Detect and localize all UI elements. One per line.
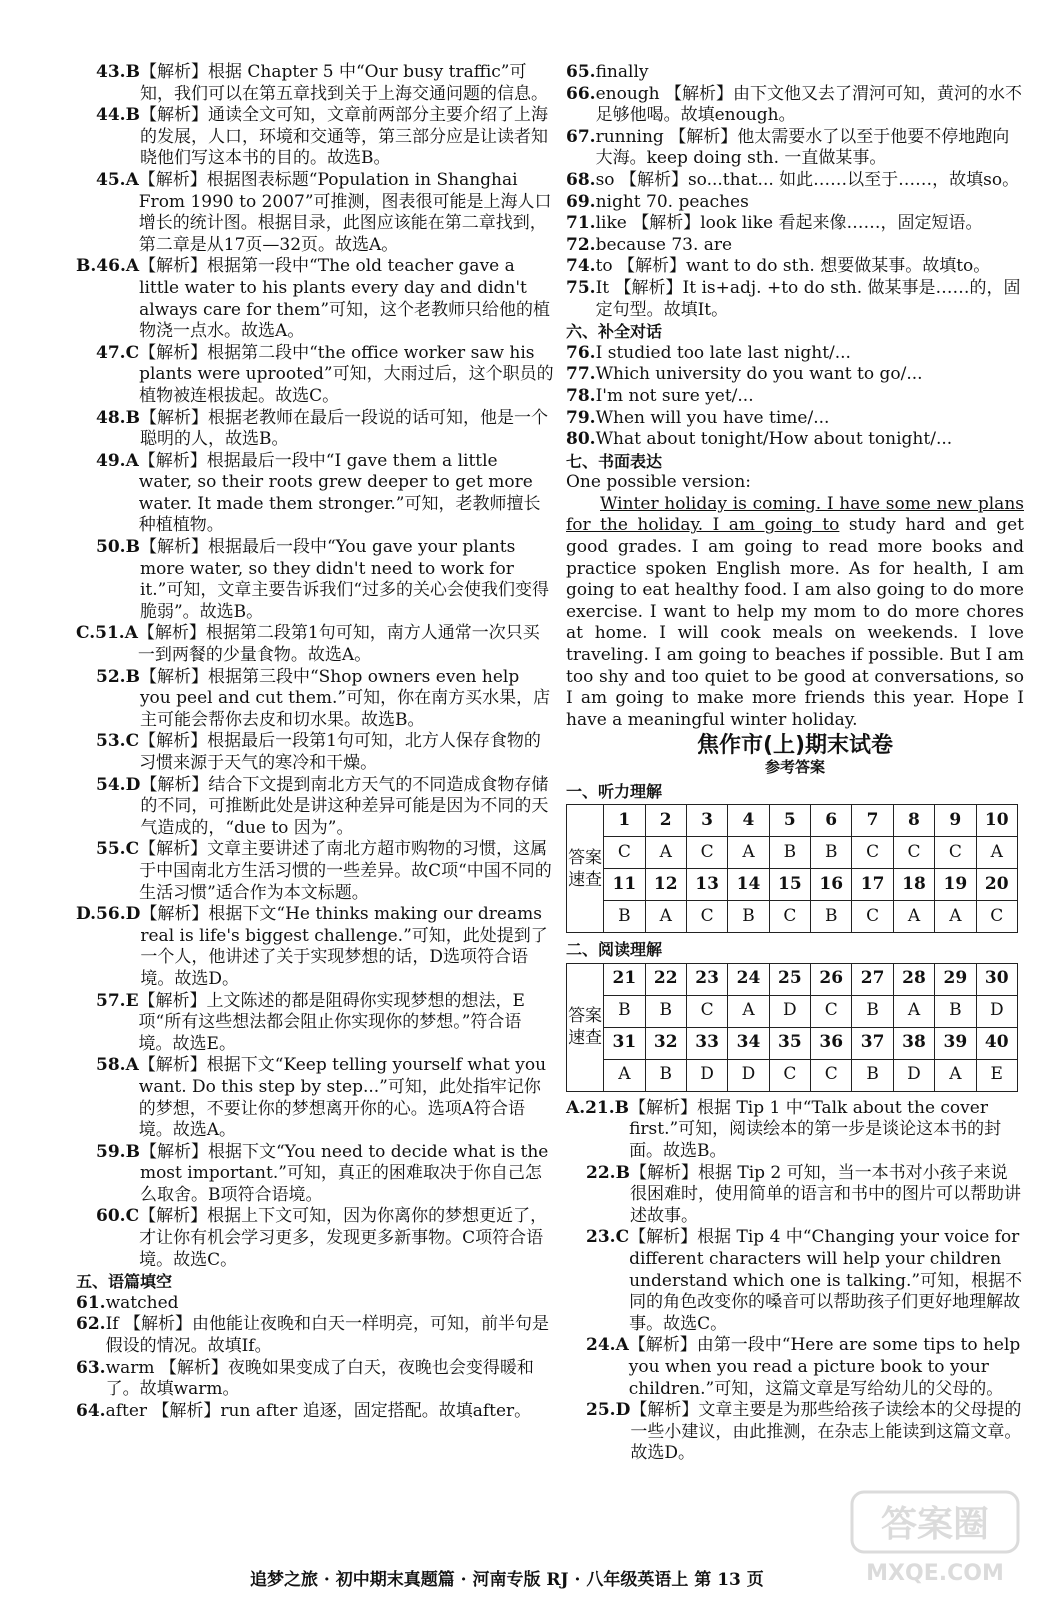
answer-item: [76, 256, 554, 342]
answer-cell: B: [645, 1059, 686, 1091]
question-number-cell: 35: [769, 1027, 810, 1059]
question-number-cell: 32: [645, 1027, 686, 1059]
item-text: 【解析】根据最后一段中“I gave them a little water, so their roots grew deeper to get more water. It made them stronger.”可知，老教师擅长种植植物。: [138, 450, 541, 536]
item-number: 49.A: [96, 450, 139, 471]
item-number: 80.: [566, 429, 596, 450]
item-text: 【解析】根据下文“He thinks making our dreams real is life's biggest challenge.”可知，此处提到了一个人，他讲述了关于实现梦想的话，D选项符合语境。故选D。: [140, 904, 548, 989]
answer-cell: B: [769, 837, 810, 869]
item-number: 23.C: [586, 1227, 630, 1248]
question-number-cell: 16: [811, 869, 852, 901]
item-text: 【解析】结合下文提到南北方天气的不同造成食物存储的不同，可推断此处是讲这种差异可能是因为不同的天气造成的，“due to 因为”。: [140, 774, 549, 838]
essay-body: study hard and get good grades. I am going to read more books and practice spoken English more. As for health, I am going to eat healthy food. I am also going to do more exercise. I want to help my mom to do more chores at home. I will cook meals on weekends. I love traveling. I am going to beaches if possible. But I am too shy and too quiet to be good at conversations, so I am going to make more friends this year. Hope I have a meaningful winter holiday.: [566, 515, 1024, 730]
item-text: It 【解析】It is+adj. +to do sth. 做某事是……的，固定句型。故填It。: [595, 277, 1021, 320]
answer-cell: A: [893, 995, 934, 1027]
cloze-item: [566, 235, 1024, 257]
item-text: because 73. are: [595, 234, 733, 255]
item-number: 47.C: [96, 342, 140, 363]
answer-cell: D: [686, 1059, 727, 1091]
item-text: 【解析】文章主要讲述了南北方超市购物的习惯，这属于中国南北方生活习惯的一些差异。故C项“中国不同的生活习惯”适合作为本文标题。: [139, 839, 552, 903]
dialog-item: [566, 429, 1024, 451]
answer-item: [566, 1098, 1024, 1163]
answer-cell: C: [604, 837, 645, 869]
item-text: I'm not sure yet/...: [595, 385, 754, 406]
item-text: finally: [595, 62, 649, 82]
answer-item: [76, 1206, 554, 1271]
question-number-cell: 29: [935, 963, 976, 995]
answer-cell: C: [852, 901, 893, 933]
table-side-label: 答案速查: [567, 805, 604, 933]
answer-cell: A: [935, 1059, 976, 1091]
section-title-cloze: 五、语篇填空: [76, 1272, 173, 1292]
answer-cell: C: [976, 901, 1017, 933]
item-number: D.56.D: [76, 904, 141, 925]
item-text: 【解析】根据 Tip 2 可知，当一本书对小孩子来说很困难时，使用简单的语言和书中的图片可以帮助讲述故事。: [629, 1162, 1021, 1226]
cloze-item: [566, 278, 1024, 321]
item-number: 54.D: [96, 774, 141, 795]
question-number-cell: 2: [645, 805, 686, 837]
item-number: 66.: [566, 83, 596, 104]
item-text: 【解析】根据第二段中“the office worker saw his plants were uprooted”可知，大雨过后，这个职员的植物被连根拔起。故选C。: [139, 342, 554, 406]
item-number: C.51.A: [76, 623, 138, 644]
question-number-cell: 40: [976, 1027, 1017, 1059]
answer-cell: C: [811, 995, 852, 1027]
essay-intro: One possible version:: [566, 472, 751, 493]
item-number: 61.: [76, 1292, 106, 1313]
cloze-item: [76, 1314, 554, 1357]
question-number-cell: 4: [728, 805, 769, 837]
question-number-cell: 30: [976, 963, 1017, 995]
question-number-cell: 7: [852, 805, 893, 837]
page-footer: 追梦之旅 · 初中期末真题篇 · 河南专版 RJ · 八年级英语上 第 13 页: [250, 1570, 764, 1590]
item-number: 53.C: [96, 731, 140, 752]
answer-item: [76, 991, 554, 1056]
item-text: running 【解析】他太需要水了以至于他要不停地跑向大海。keep doing sth. 一直做某事。: [595, 126, 1010, 169]
question-number-cell: 9: [935, 805, 976, 837]
answer-item: [76, 1142, 554, 1207]
question-number-cell: 39: [935, 1027, 976, 1059]
item-number: 43.B: [96, 62, 140, 82]
answer-cell: A: [935, 901, 976, 933]
answer-item: [566, 1163, 1024, 1228]
section-title-writing: 七、书面表达: [566, 451, 663, 471]
table-side-label: 答案速查: [567, 963, 604, 1091]
cloze-item: [566, 192, 1024, 214]
answer-cell: D: [728, 1059, 769, 1091]
item-number: 68.: [566, 169, 596, 190]
svg-text:MXQE.COM: MXQE.COM: [866, 1561, 1004, 1586]
question-number-cell: 33: [686, 1027, 727, 1059]
item-text: If 【解析】由他能让夜晚和白天一样明亮，可知，前半句是假设的情况。故填If。: [105, 1314, 549, 1357]
item-number: 44.B: [96, 105, 140, 126]
question-number-cell: 14: [728, 869, 769, 901]
item-number: 25.D: [586, 1400, 631, 1421]
answer-cell: D: [976, 995, 1017, 1027]
item-text: 【解析】根据第一段中“The old teacher gave a little water to his plants every day and didn't always care for them”可知，这个老教师只给他的植物浇一点水。故选A。: [139, 256, 551, 342]
item-text: 【解析】根据第三段中“Shop owners even help you peel and cut them.”可知，你在南方买水果，店主可能会帮你去皮和切水果。故选B。: [139, 666, 551, 730]
cloze-item: [76, 1358, 554, 1401]
watermark-logo-icon: [850, 1490, 1020, 1590]
answer-item: [76, 731, 554, 774]
item-number: 59.B: [96, 1141, 140, 1162]
answer-cell: A: [645, 901, 686, 933]
item-text: Which university do you want to go/...: [595, 364, 923, 385]
answer-cell: A: [728, 837, 769, 869]
answer-item: [76, 623, 554, 666]
answer-cell: E: [976, 1059, 1017, 1091]
question-number-cell: 20: [976, 869, 1017, 901]
item-text: When will you have time/...: [595, 407, 830, 428]
question-number-cell: 19: [935, 869, 976, 901]
item-number: 60.C: [96, 1206, 140, 1227]
question-number-cell: 24: [728, 963, 769, 995]
question-number-cell: 1: [604, 805, 645, 837]
answer-item: [76, 62, 554, 105]
item-number: 69.: [566, 191, 596, 212]
item-text: 【解析】根据下文“Keep telling yourself what you want. Do this step by step...”可知，此处指牢记你的梦想，不要让你的梦想离开你的心。选项A符合语境。故选A。: [138, 1055, 547, 1141]
table-row: [567, 837, 1018, 869]
answer-cell: C: [893, 837, 934, 869]
answer-item: [76, 537, 554, 623]
item-text: 【解析】根据老教师在最后一段说的话可知，他是一个聪明的人，故选B。: [139, 407, 548, 450]
exam-subtitle: 参考答案: [764, 758, 825, 776]
cloze-item: [76, 1401, 554, 1423]
question-number-cell: 37: [852, 1027, 893, 1059]
item-text: so 【解析】so...that... 如此……以至于……，故填so。: [595, 169, 1020, 190]
table-row: [567, 805, 1018, 837]
item-number: 65.: [566, 62, 596, 82]
item-number: 22.B: [586, 1162, 630, 1183]
item-text: 【解析】根据下文“You need to decide what is the most important.”可知，真正的困难取决于你自己怎么取舍。B项符合语境。: [139, 1141, 549, 1205]
item-text: after 【解析】run after 追逐，固定搭配。故填after。: [105, 1400, 532, 1421]
answer-cell: D: [769, 995, 810, 1027]
answer-cell: B: [852, 995, 893, 1027]
model-essay: [566, 494, 1024, 732]
answer-cell: A: [893, 901, 934, 933]
item-number: 57.E: [96, 990, 139, 1011]
answer-item: [76, 105, 554, 170]
answer-cell: C: [686, 995, 727, 1027]
item-number: 67.: [566, 126, 596, 147]
dialog-item: [566, 408, 1024, 430]
item-number: 24.A: [586, 1335, 629, 1356]
answer-cell: C: [686, 901, 727, 933]
answer-cell: D: [893, 1059, 934, 1091]
item-number: 79.: [566, 407, 596, 428]
svg-text:答案圈: 答案圈: [880, 1504, 990, 1545]
cloze-item: [566, 170, 1024, 192]
item-text: I studied too late last night/...: [595, 342, 851, 363]
question-number-cell: 27: [852, 963, 893, 995]
question-number-cell: 34: [728, 1027, 769, 1059]
table-row: [567, 869, 1018, 901]
item-number: 72.: [566, 234, 596, 255]
item-number: 77.: [566, 364, 596, 385]
answer-cell: C: [811, 1059, 852, 1091]
item-text: 【解析】通读全文可知，文章前两部分主要介绍了上海的发展，人口，环境和交通等，第三部分应是让读者知晓他们写这本书的目的。故选B。: [139, 105, 548, 169]
cloze-item: [566, 213, 1024, 235]
section-title-dialog: 六、补全对话: [566, 322, 663, 342]
answer-cell: C: [852, 837, 893, 869]
table-row: [567, 963, 1018, 995]
question-number-cell: 6: [811, 805, 852, 837]
exam-title: 焦作市(上)期末试卷: [696, 733, 894, 759]
reading-section-title: 二、阅读理解: [566, 940, 663, 960]
table-row: [567, 1027, 1018, 1059]
answer-cell: A: [645, 837, 686, 869]
item-number: 71.: [566, 213, 596, 234]
question-number-cell: 36: [811, 1027, 852, 1059]
cloze-item: [566, 256, 1024, 278]
answer-item: [76, 775, 554, 840]
answer-item: [76, 839, 554, 904]
answer-item: [76, 904, 554, 990]
question-number-cell: 8: [893, 805, 934, 837]
item-text: 【解析】根据最后一段第1句可知，北方人保存食物的习惯来源于天气的寒冷和干燥。: [139, 731, 541, 773]
answer-cell: B: [604, 901, 645, 933]
reading-answer-table: [566, 963, 1018, 1092]
answer-cell: C: [769, 1059, 810, 1091]
item-number: 55.C: [96, 839, 140, 860]
item-number: 74.: [566, 256, 596, 277]
answer-cell: C: [769, 901, 810, 933]
answer-cell: A: [604, 1059, 645, 1091]
answer-cell: B: [852, 1059, 893, 1091]
question-number-cell: 11: [604, 869, 645, 901]
item-number: 64.: [76, 1400, 106, 1421]
item-number: 52.B: [96, 666, 140, 687]
question-number-cell: 18: [893, 869, 934, 901]
answer-cell: C: [935, 837, 976, 869]
answer-item: [566, 1227, 1024, 1335]
question-number-cell: 15: [769, 869, 810, 901]
item-text: 【解析】根据最后一段中“You gave your plants more water, so they didn't need to work for it.”可知，文章主要告诉我们“过多的关心会使我们变得脆弱”。故选B。: [139, 537, 550, 622]
question-number-cell: 25: [769, 963, 810, 995]
answer-item: [76, 451, 554, 537]
item-number: 58.A: [96, 1055, 139, 1076]
question-number-cell: 13: [686, 869, 727, 901]
question-number-cell: 26: [811, 963, 852, 995]
item-number: B.46.A: [76, 256, 140, 277]
question-number-cell: 22: [645, 963, 686, 995]
item-text: 【解析】由第一段中“Here are some tips to help you when you read a picture book to your children.”可知，这篇文章是写给幼儿的父母的。: [628, 1335, 1021, 1399]
question-number-cell: 23: [686, 963, 727, 995]
item-number: 62.: [76, 1314, 106, 1335]
cloze-item: [566, 84, 1024, 127]
answer-cell: A: [728, 995, 769, 1027]
question-number-cell: 38: [893, 1027, 934, 1059]
right-column: [566, 62, 1024, 1465]
answer-cell: A: [976, 837, 1017, 869]
item-number: 48.B: [96, 407, 140, 428]
item-number: 45.A: [96, 169, 139, 190]
answer-cell: B: [728, 901, 769, 933]
answer-cell: B: [935, 995, 976, 1027]
dialog-item: [566, 343, 1024, 365]
cloze-item: [566, 127, 1024, 170]
answer-item: [76, 667, 554, 732]
item-text: 【解析】根据第二段第1句可知，南方人通常一次只买一到两餐的少量食物。故选A。: [137, 623, 540, 666]
cloze-item: [566, 62, 1024, 84]
item-text: warm 【解析】夜晚如果变成了白天，夜晚也会变得暖和了。故填warm。: [105, 1357, 534, 1400]
listening-section-title: 一、听力理解: [566, 781, 663, 801]
item-text: night 70. peaches: [595, 191, 749, 212]
question-number-cell: 17: [852, 869, 893, 901]
answer-item: [566, 1335, 1024, 1400]
cloze-item: [76, 1293, 554, 1315]
dialog-item: [566, 386, 1024, 408]
question-number-cell: 3: [686, 805, 727, 837]
answer-item: [76, 343, 554, 408]
question-number-cell: 28: [893, 963, 934, 995]
table-row: [567, 901, 1018, 933]
answer-cell: B: [645, 995, 686, 1027]
table-row: [567, 1059, 1018, 1091]
item-text: 【解析】文章主要是为那些给孩子读绘本的父母提的一些小建议，由此推测，在杂志上能读到这篇文章。故选D。: [630, 1400, 1022, 1464]
item-text: 【解析】根据 Tip 1 中“Talk about the cover first.”可知，阅读绘本的第一步是谈论这本书的封面。故选B。: [629, 1097, 1002, 1161]
item-number: 78.: [566, 385, 596, 406]
item-number: 50.B: [96, 537, 140, 558]
dialog-item: [566, 364, 1024, 386]
listening-answer-table: [566, 804, 1018, 933]
question-number-cell: 31: [604, 1027, 645, 1059]
item-number: 75.: [566, 277, 596, 298]
answer-cell: C: [686, 837, 727, 869]
item-text: like 【解析】look like 看起来像……，固定短语。: [595, 213, 983, 234]
item-text: watched: [105, 1292, 179, 1313]
item-text: enough 【解析】由下文他又去了渭河可知，黄河的水不足够他喝。故填enough。: [595, 83, 1023, 126]
item-text: 【解析】根据 Chapter 5 中“Our busy traffic”可知，我们可以在第五章找到关于上海交通问题的信息。: [139, 62, 548, 104]
essay-underlined: Winter holiday is coming. I have some new plans for the holiday. I am going to: [566, 493, 1024, 536]
answer-item: [76, 170, 554, 256]
left-column: [76, 62, 554, 1422]
item-number: 63.: [76, 1357, 106, 1378]
item-text: What about tonight/How about tonight/...: [595, 429, 953, 450]
item-text: 【解析】根据上下文可知，因为你离你的梦想更近了，才让你有机会学习更多，发现更多新事物。C项符合语境。故选C。: [139, 1206, 548, 1270]
answer-item: [566, 1400, 1024, 1465]
answer-cell: B: [811, 837, 852, 869]
answer-cell: B: [811, 901, 852, 933]
question-number-cell: 5: [769, 805, 810, 837]
answer-cell: B: [604, 995, 645, 1027]
question-number-cell: 10: [976, 805, 1017, 837]
question-number-cell: 21: [604, 963, 645, 995]
table-row: [567, 995, 1018, 1027]
item-text: to 【解析】want to do sth. 想要做某事。故填to。: [595, 256, 991, 277]
item-text: 【解析】根据 Tip 4 中“Changing your voice for different characters will help your children understand which one is talking.”可知，根据不同的角色改变你的嗓音可以帮助孩子们更好地理解故事。故选C。: [629, 1227, 1023, 1334]
question-number-cell: 12: [645, 869, 686, 901]
item-number: 76.: [566, 342, 596, 363]
item-text: 【解析】上文陈述的都是阻碍你实现梦想的想法，E项“所有这些想法都会阻止你实现你的梦想。”符合语境。故选E。: [138, 990, 525, 1054]
item-number: A.21.B: [566, 1097, 630, 1118]
item-text: 【解析】根据图表标题“Population in Shanghai From 1990 to 2007”可推测，图表很可能是上海人口增长的统计图。根据目录，此图应该能在第二章找到，第二章是从17页—32页。故选A。: [138, 169, 552, 255]
answer-item: [76, 1055, 554, 1141]
answer-item: [76, 408, 554, 451]
